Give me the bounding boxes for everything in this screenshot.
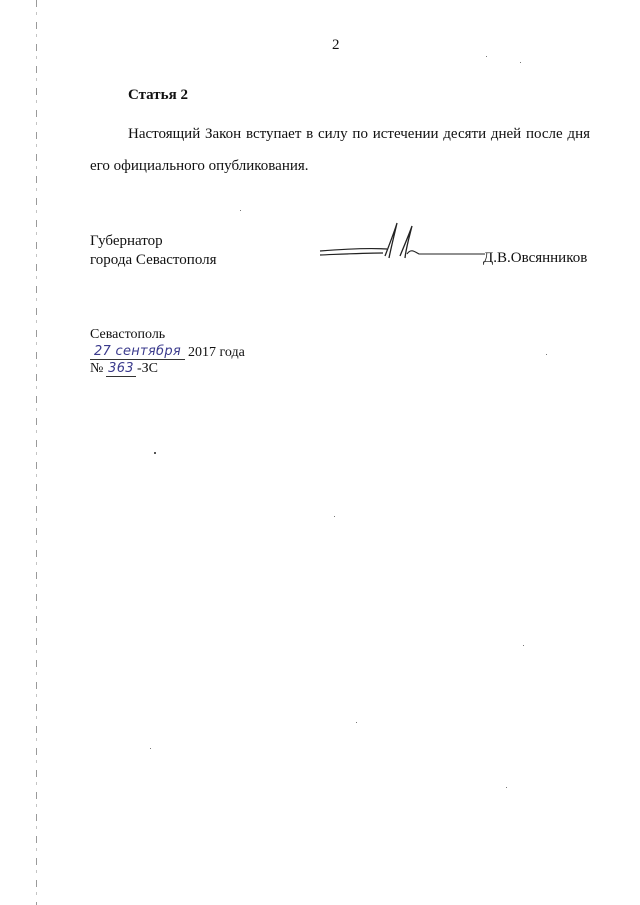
place-date-block — [90, 326, 290, 377]
number-suffix: -ЗС — [137, 361, 159, 376]
scan-speck — [546, 354, 547, 355]
handwritten-date: 27 сентября — [90, 343, 185, 360]
scan-speck — [154, 452, 156, 454]
scan-speck — [334, 516, 335, 517]
signer-name: Д.В.Овсянников — [483, 250, 588, 266]
scan-speck — [486, 56, 487, 57]
scan-speck — [240, 210, 241, 211]
scan-speck — [356, 722, 357, 723]
handwritten-number: 363 — [106, 360, 136, 377]
number-prefix: № — [90, 361, 104, 376]
scan-speck — [523, 645, 524, 646]
article-title: Статья 2 — [128, 87, 188, 103]
scan-speck — [520, 62, 521, 63]
page-number: 2 — [332, 37, 340, 53]
position-line-1: Губернатор — [90, 233, 163, 249]
scan-edge-line — [36, 0, 37, 905]
date-row — [90, 343, 290, 360]
number-row — [90, 360, 290, 377]
article-text: Настоящий Закон вступает в силу по истечении десяти дней после дня его официального опубликования. — [90, 126, 590, 174]
scan-speck — [150, 748, 151, 749]
city-row — [90, 326, 290, 343]
handwritten-signature-icon — [315, 218, 490, 268]
year-text: 2017 года — [188, 345, 245, 360]
signatory-position — [90, 232, 217, 270]
scan-speck — [506, 787, 507, 788]
position-line-2: города Севастополя — [90, 252, 217, 268]
city-name: Севастополь — [90, 327, 166, 342]
